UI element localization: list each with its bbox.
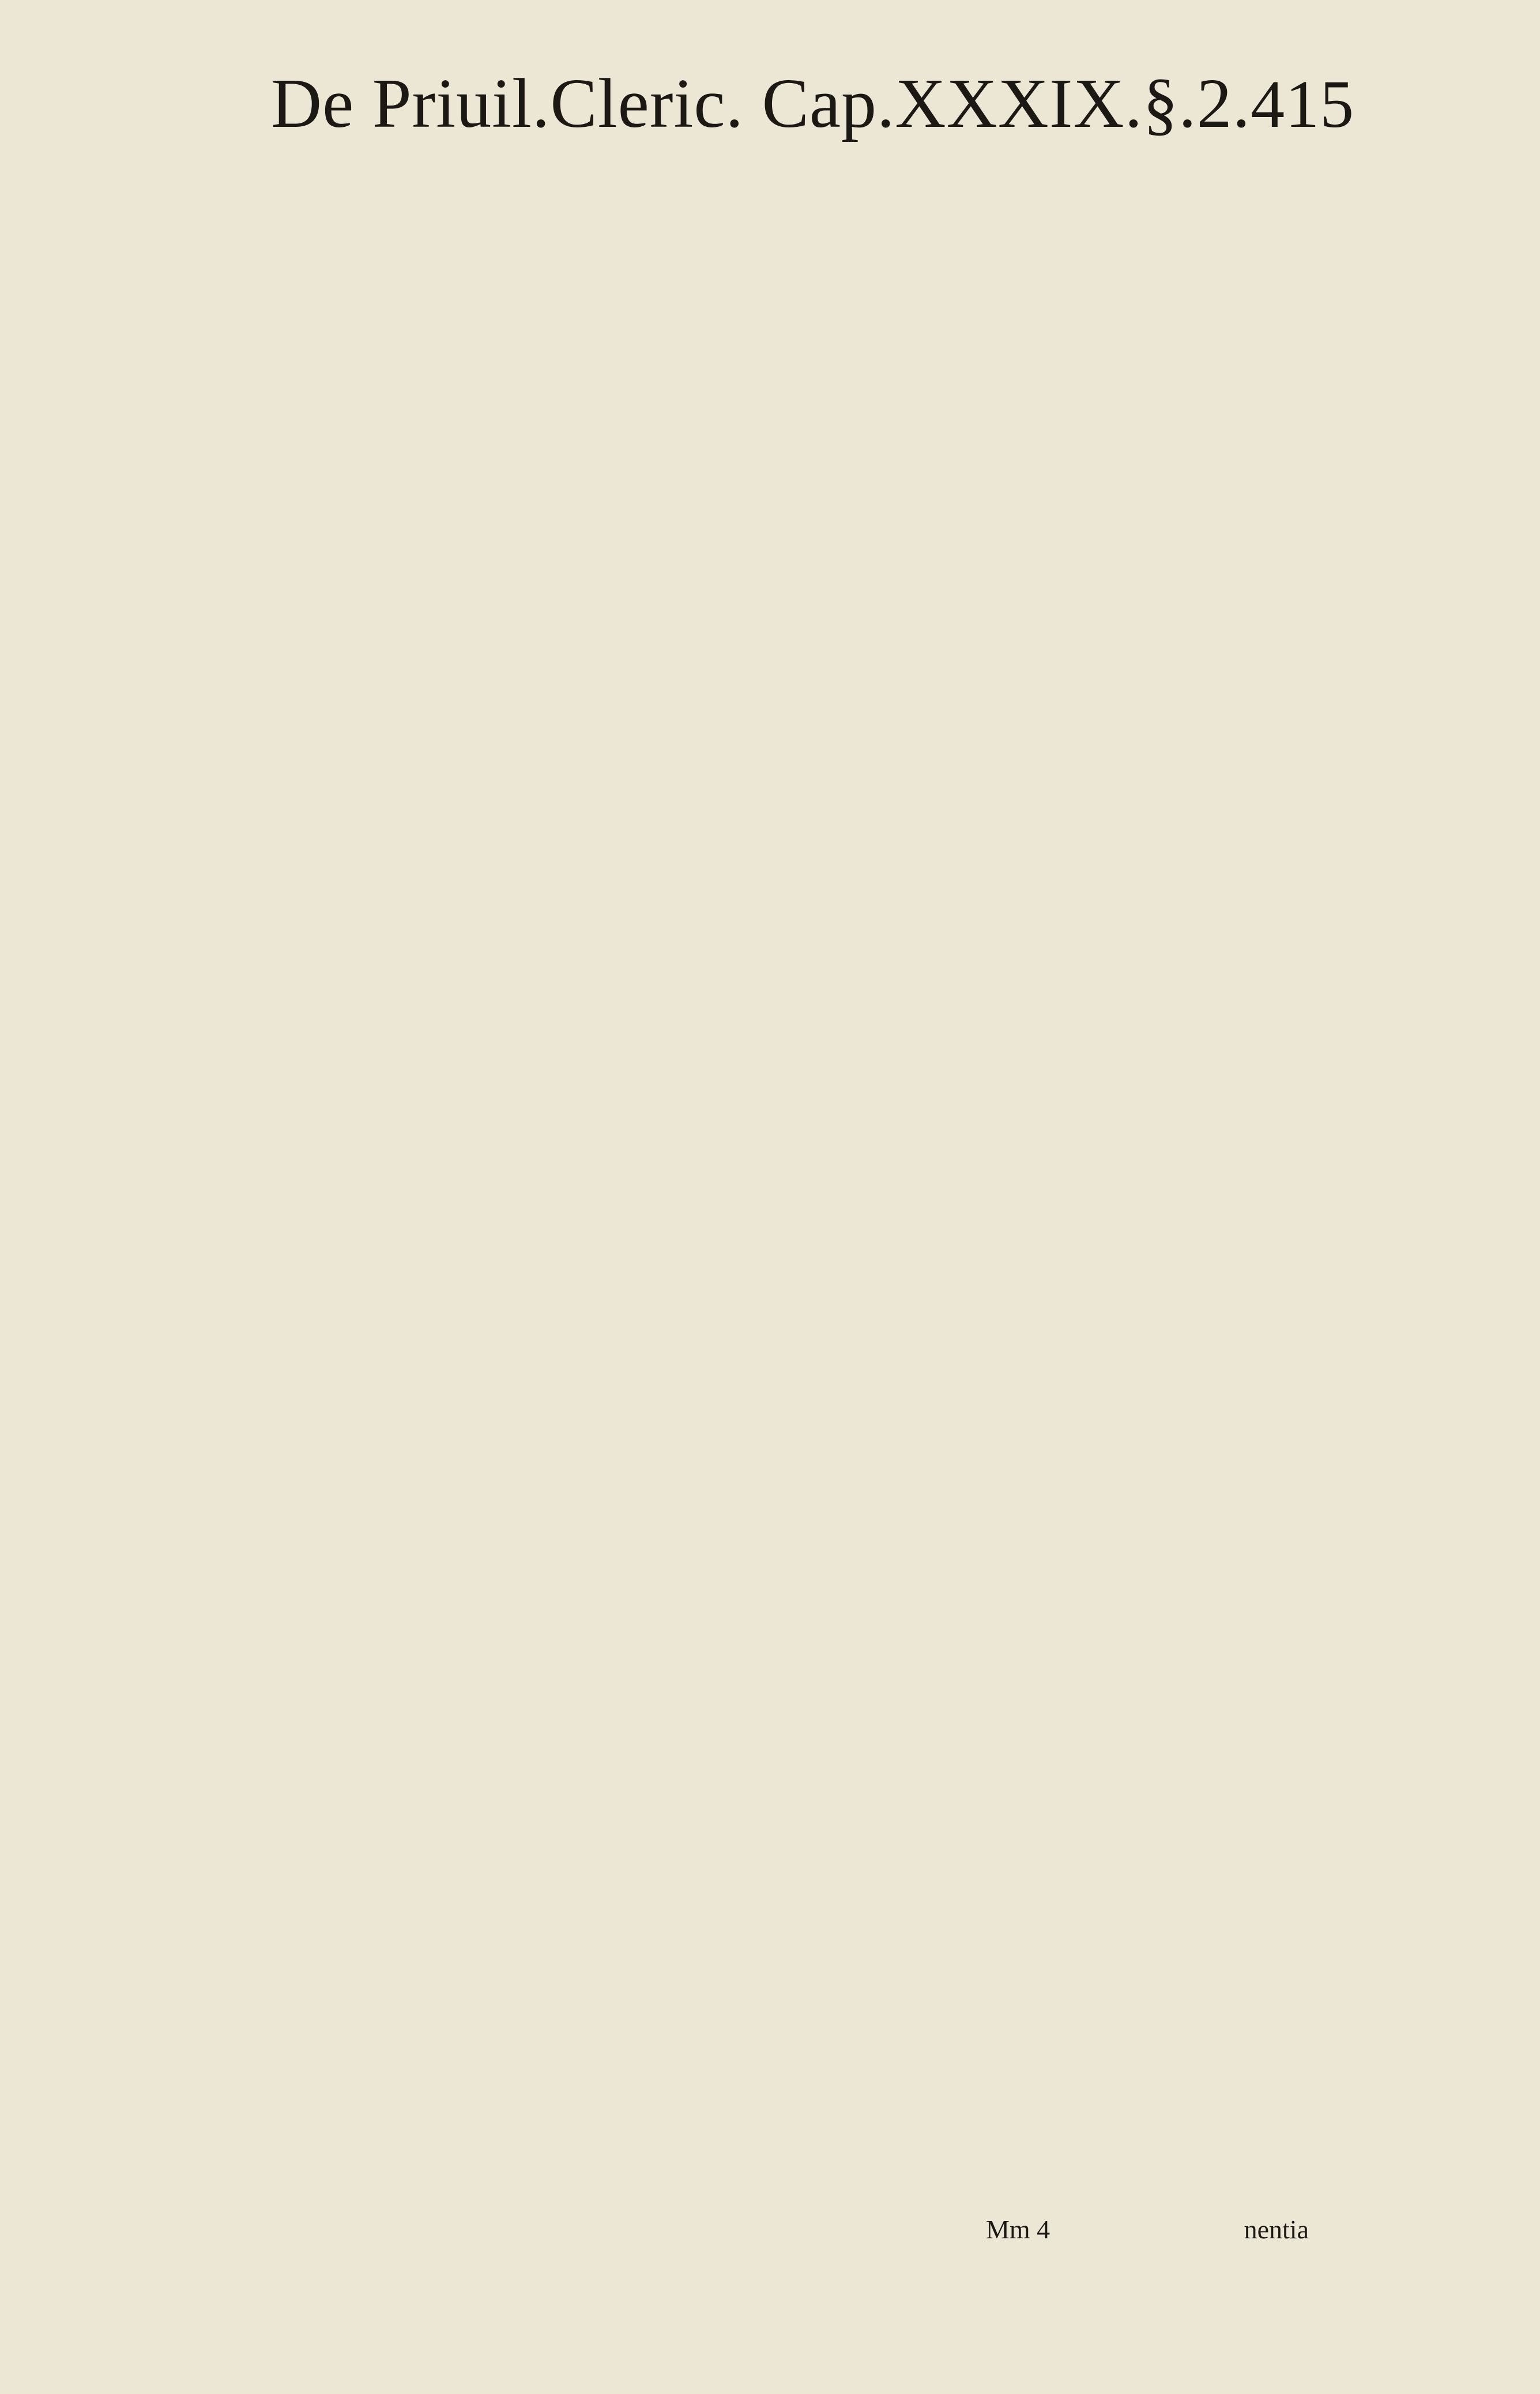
left-text-column [196, 138, 738, 2174]
right-text-column [761, 138, 1303, 2174]
running-head [271, 63, 1355, 144]
running-title: De Priuil.Cleric. Cap.XXXIX.§.2. [271, 65, 1251, 142]
signature-mark: Mm 4 [986, 2215, 1050, 2244]
page-number: 415 [1251, 66, 1355, 142]
catchword: nentia [1244, 2215, 1309, 2244]
page-footer [986, 2214, 1309, 2245]
